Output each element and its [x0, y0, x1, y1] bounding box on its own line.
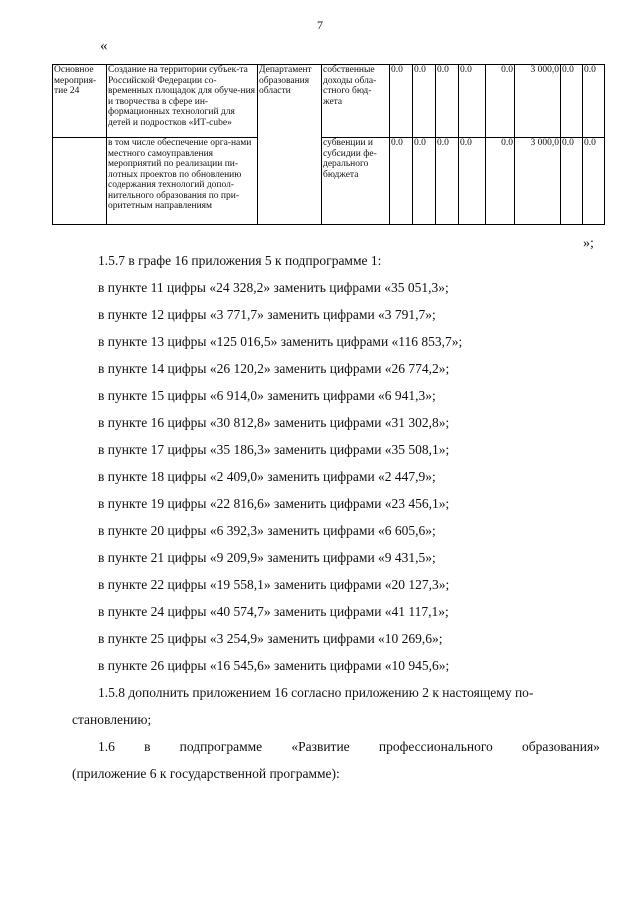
list-item: в пункте 24 цифры «40 574,7» заменить цифрами «41 117,1»; [98, 604, 449, 619]
table-row [53, 65, 605, 138]
paragraph-1-6-line-1 [72, 739, 600, 755]
list-item: в пункте 25 цифры «3 254,9» заменить цифрами «10 269,6»; [98, 631, 443, 646]
table-cell-description: в том числе обеспечение орга-нами местного самоуправления мероприятий по реализации пи-лотных проектов по обновлению содержания технологий допол-нительного образования по при-оритетным направлениям [107, 138, 258, 225]
table-cell-value: 0.0 [459, 65, 486, 138]
list-item: в пункте 16 цифры «30 812,8» заменить цифрами «31 302,8»; [98, 415, 450, 430]
list-item: в пункте 11 цифры «24 328,2» заменить цифрами «35 051,3»; [98, 280, 449, 295]
list-item: в пункте 13 цифры «125 016,5» заменить цифрами «116 853,7»; [98, 334, 463, 349]
quote-close: »; [583, 236, 594, 251]
paragraph-1-5-7: 1.5.7 в графе 16 приложения 5 к подпрограмме 1: [98, 253, 382, 268]
list-item: в пункте 17 цифры «35 186,3» заменить цифрами «35 508,1»; [98, 442, 450, 457]
word: в [144, 739, 151, 754]
table-cell-value: 3 000,0 [515, 65, 561, 138]
table-cell-value: 0.0 [561, 65, 583, 138]
list-item: в пункте 21 цифры «9 209,9» заменить цифрами «9 431,5»; [98, 550, 436, 565]
table-cell-source: собственные доходы обла-стного бюд-жета [322, 65, 390, 138]
quote-open: « [100, 38, 108, 54]
table-cell-value: 0.0 [413, 65, 436, 138]
table-cell-empty [53, 138, 107, 225]
table-cell-value: 0.0 [436, 65, 459, 138]
table-cell-value: 0.0 [413, 138, 436, 225]
table-cell-measure: Основное мероприя-тие 24 [53, 65, 107, 138]
list-item: в пункте 26 цифры «16 545,6» заменить цифрами «10 945,6»; [98, 658, 450, 673]
table-cell-value: 0.0 [486, 138, 515, 225]
table-cell-source: субвенции и субсидии фе-дерального бюджета [322, 138, 390, 225]
table-cell-value: 0.0 [583, 138, 605, 225]
table-cell-executor: Департамент образования области [258, 65, 322, 225]
program-table [52, 64, 605, 225]
word: профессионального [378, 739, 493, 754]
list-item: в пункте 19 цифры «22 816,6» заменить цифрами «23 456,1»; [98, 496, 450, 511]
word: «Развитие [291, 739, 350, 754]
paragraph-1-5-8-line-1: 1.5.8 дополнить приложением 16 согласно приложению 2 к настоящему по- [98, 685, 534, 700]
word: 1.6 [98, 739, 115, 754]
table-cell-value: 3 000,0 [515, 138, 561, 225]
page-number: 7 [317, 18, 323, 32]
list-item: в пункте 15 цифры «6 914,0» заменить цифрами «6 941,3»; [98, 388, 436, 403]
table-cell-value: 0.0 [459, 138, 486, 225]
table-cell-value: 0.0 [583, 65, 605, 138]
word: образования» [521, 739, 600, 754]
table-cell-value: 0.0 [436, 138, 459, 225]
paragraph-1-5-8-line-2: становлению; [72, 712, 152, 727]
table-row [53, 138, 605, 225]
table-cell-value: 0.0 [486, 65, 515, 138]
list-item: в пункте 20 цифры «6 392,3» заменить цифрами «6 605,6»; [98, 523, 436, 538]
list-item: в пункте 18 цифры «2 409,0» заменить цифрами «2 447,9»; [98, 469, 436, 484]
table-cell-value: 0.0 [390, 138, 413, 225]
table-cell-value: 0.0 [390, 65, 413, 138]
list-item: в пункте 12 цифры «3 771,7» заменить цифрами «3 791,7»; [98, 307, 436, 322]
list-item: в пункте 14 цифры «26 120,2» заменить цифрами «26 774,2»; [98, 361, 450, 376]
table-cell-description: Создание на территории субъек-та Российской Федерации со-временных площадок для обуче-ния и творчества в сфере ин-формационных технологий для детей и подростков «ИТ-cube» [107, 65, 258, 138]
word: подпрограмме [179, 739, 263, 754]
table-cell-value: 0.0 [561, 138, 583, 225]
list-item: в пункте 22 цифры «19 558,1» заменить цифрами «20 127,3»; [98, 577, 450, 592]
paragraph-1-6-line-2: (приложение 6 к государственной программе): [72, 766, 340, 781]
